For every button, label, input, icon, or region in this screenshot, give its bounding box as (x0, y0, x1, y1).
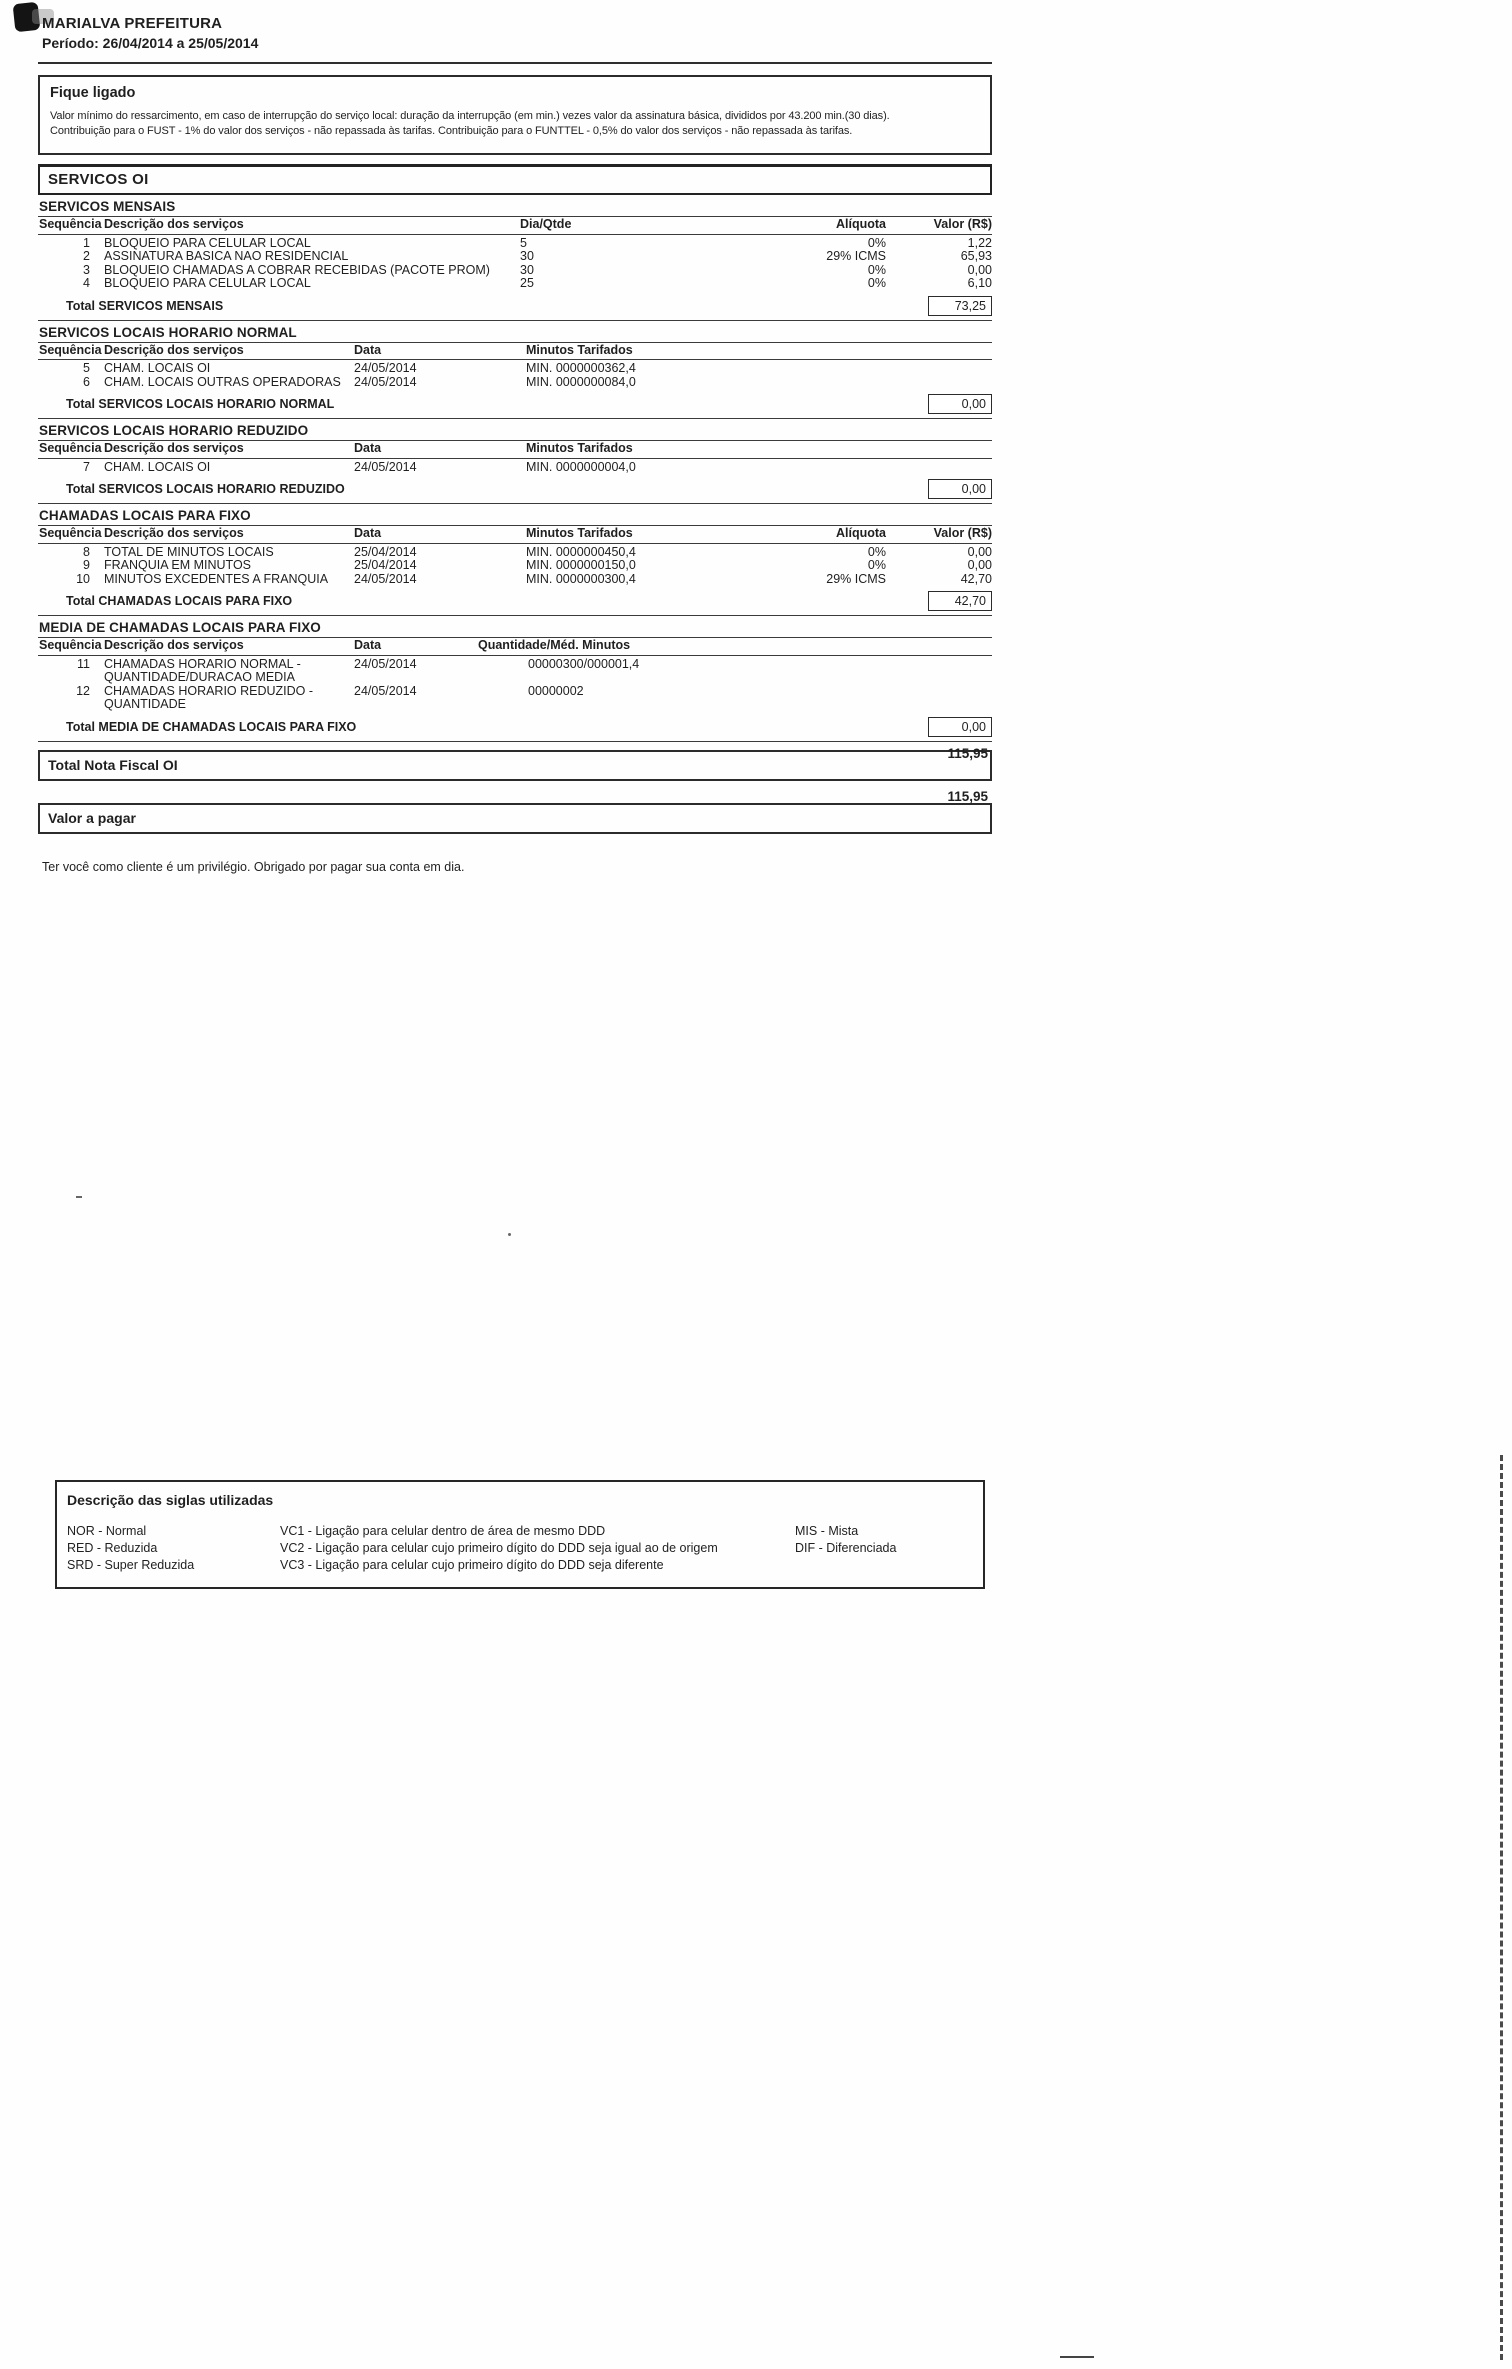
total-label: Total MEDIA DE CHAMADAS LOCAIS PARA FIXO (66, 719, 357, 734)
sigla-item: DIF - Diferenciada (795, 1541, 897, 1555)
cell-aliquota: 0% (867, 276, 886, 290)
cell-seq: 8 (83, 544, 90, 559)
column-header-aliquota: Alíquota (836, 217, 886, 231)
cell-desc (104, 685, 354, 712)
valor-a-pagar-value: 115,95 (947, 788, 988, 804)
table-row (38, 237, 992, 251)
cell-desc-line2: QUANTIDADE (104, 697, 186, 711)
total-value-box: 0,00 (928, 479, 992, 499)
cell-seq: 5 (83, 361, 90, 375)
total-row (38, 479, 992, 499)
section-title: MEDIA DE CHAMADAS LOCAIS PARA FIXO (39, 620, 321, 635)
cell-seq: 4 (83, 276, 90, 290)
column-header-descricao: Descrição dos serviços (104, 526, 244, 540)
cell-minutos: MIN. 0000000450,4 (526, 544, 636, 559)
cell-data: 24/05/2014 (354, 361, 417, 375)
column-header-minutos: Minutos Tarifados (526, 526, 633, 540)
table-row (38, 277, 992, 291)
cell-valor: 42,70 (960, 571, 992, 586)
table-row (38, 559, 992, 573)
sigla-item: VC3 - Ligação para celular cujo primeiro dígito do DDD seja diferente (280, 1558, 664, 1572)
total-label: Total SERVICOS LOCAIS HORARIO REDUZIDO (66, 482, 345, 496)
cell-data: 25/04/2014 (354, 544, 417, 559)
divider (38, 543, 992, 544)
notice-box (38, 75, 992, 155)
column-header-data: Data (354, 441, 382, 455)
cell-data: 24/05/2014 (354, 683, 417, 698)
section-media-fixo (38, 616, 992, 742)
scan-artifact-speck (76, 1196, 82, 1198)
sigla-item: SRD - Super Reduzida (67, 1558, 195, 1572)
sigla-item: VC1 - Ligação para celular dentro de área de mesmo DDD (280, 1524, 606, 1538)
total-label: Total CHAMADAS LOCAIS PARA FIXO (66, 594, 293, 608)
total-row (38, 717, 992, 737)
total-row (38, 296, 992, 316)
divider (38, 655, 992, 656)
cell-minutos: MIN. 0000000362,4 (526, 361, 636, 375)
cell-desc: CHAM. LOCAIS OI (104, 459, 211, 474)
sigla-item: NOR - Normal (67, 1524, 147, 1538)
column-header-data: Data (354, 342, 382, 357)
column-header-valor: Valor (R$) (933, 217, 992, 231)
divider (38, 359, 992, 360)
cell-qtde: 30 (520, 249, 534, 263)
cell-desc: CHAM. LOCAIS OI (104, 361, 211, 375)
column-header-aliquota: Alíquota (836, 526, 886, 540)
cell-valor: 0,00 (967, 262, 992, 277)
column-header-minutos: Minutos Tarifados (526, 441, 633, 455)
divider (38, 741, 992, 742)
scan-artifact-speck (508, 1233, 511, 1236)
table-header-row (38, 638, 992, 654)
column-header-descricao: Descrição dos serviços (104, 342, 244, 357)
cell-seq: 7 (83, 459, 90, 474)
table-row (38, 658, 992, 685)
column-header-quantidade: Quantidade/Méd. Minutos (478, 638, 631, 652)
cell-desc: TOTAL DE MINUTOS LOCAIS (104, 544, 274, 559)
table-row (38, 250, 992, 264)
valor-a-pagar-label: Valor a pagar (48, 809, 136, 826)
cell-aliquota: 0% (867, 262, 886, 277)
cell-data: 24/05/2014 (354, 656, 417, 671)
cell-aliquota: 0% (867, 235, 886, 250)
cell-valor: 1,22 (967, 235, 992, 250)
total-row (38, 394, 992, 414)
cell-aliquota: 29% ICMS (826, 571, 886, 586)
table-row (38, 376, 992, 390)
section-locais-normal (38, 321, 992, 420)
total-value-box: 0,00 (928, 717, 992, 737)
cell-data: 24/05/2014 (354, 571, 417, 586)
notice-line-1: Valor mínimo do ressarcimento, em caso de interrupção do serviço local: duração da interrupção (em min.) vezes valor da assinatura básica, divididos por 43.200 min.(30 dias). (50, 110, 890, 122)
bill-header (38, 15, 992, 51)
column-header-sequencia: Sequência (39, 441, 102, 455)
siglas-columns (67, 1524, 973, 1575)
cell-minutos: MIN. 0000000084,0 (526, 374, 636, 389)
cell-valor: 65,93 (960, 249, 992, 263)
column-header-valor: Valor (R$) (933, 526, 992, 540)
cell-aliquota: 29% ICMS (826, 249, 886, 263)
total-nota-fiscal-label: Total Nota Fiscal OI (48, 756, 178, 773)
column-header-data: Data (354, 526, 382, 540)
cell-aliquota: 0% (867, 558, 886, 572)
cell-desc: BLOQUEIO PARA CELULAR LOCAL (104, 235, 311, 250)
cell-desc (104, 658, 354, 685)
cell-seq: 3 (83, 262, 90, 277)
cell-valor: 6,10 (967, 276, 992, 290)
section-title: SERVICOS LOCAIS HORARIO NORMAL (39, 324, 297, 340)
divider (38, 234, 992, 235)
cell-aliquota: 0% (867, 544, 886, 559)
cell-seq: 10 (76, 571, 90, 586)
column-header-minutos: Minutos Tarifados (526, 342, 633, 357)
cell-desc: BLOQUEIO CHAMADAS A COBRAR RECEBIDAS (PACOTE PROM) (104, 262, 490, 277)
divider (38, 458, 992, 459)
cell-qtde: 30 (520, 262, 534, 277)
table-header-row (38, 526, 992, 542)
column-header-sequencia: Sequência (39, 342, 102, 357)
section-servicos-mensais (38, 195, 992, 321)
table-row (38, 461, 992, 475)
table-header-row (38, 217, 992, 233)
total-label: Total SERVICOS MENSAIS (66, 298, 224, 313)
siglas-box (55, 1480, 985, 1589)
table-row (38, 573, 992, 587)
cell-desc: BLOQUEIO PARA CELULAR LOCAL (104, 276, 311, 290)
scan-artifact-speck (1060, 2356, 1094, 2358)
cell-quantidade: 00000300/000001,4 (528, 656, 640, 671)
column-header-descricao: Descrição dos serviços (104, 217, 244, 231)
table-header-row (38, 343, 992, 359)
cell-valor: 0,00 (967, 544, 992, 559)
section-title: SERVICOS LOCAIS HORARIO REDUZIDO (39, 423, 309, 438)
cell-data: 25/04/2014 (354, 558, 417, 572)
sigla-item: RED - Reduzida (67, 1541, 158, 1555)
cell-quantidade: 00000002 (528, 683, 584, 698)
total-label: Total SERVICOS LOCAIS HORARIO NORMAL (66, 397, 335, 411)
billing-period: Período: 26/04/2014 a 25/05/2014 (42, 35, 259, 51)
cell-minutos: MIN. 0000000004,0 (526, 459, 636, 474)
sigla-item: VC2 - Ligação para celular cujo primeiro dígito do DDD seja igual ao de origem (280, 1541, 718, 1555)
notice-line-2: Contribuição para o FUST - 1% do valor dos serviços - não repassada às tarifas. Contribuição para o FUNTTEL - 0,5% do valor dos serviços - não repassada às tarifas. (50, 125, 853, 137)
cell-data: 24/05/2014 (354, 374, 417, 389)
total-value-box: 73,25 (928, 296, 992, 316)
cell-desc: ASSINATURA BASICA NAO RESIDENCIAL (104, 249, 349, 263)
table-header-row (38, 441, 992, 457)
total-value-box: 0,00 (928, 394, 992, 414)
notice-title: Fique ligado (50, 85, 136, 101)
section-locais-reduzido (38, 419, 992, 504)
cell-minutos: MIN. 0000000150,0 (526, 558, 636, 572)
column-header-descricao: Descrição dos serviços (104, 638, 244, 652)
cell-qtde: 25 (520, 276, 534, 290)
services-oi-title: SERVICOS OI (48, 171, 149, 188)
section-title: CHAMADAS LOCAIS PARA FIXO (39, 508, 251, 523)
siglas-column-2 (280, 1524, 795, 1575)
cell-desc: FRANQUIA EM MINUTOS (104, 558, 252, 572)
section-chamadas-fixo (38, 504, 992, 616)
cell-desc-line1: CHAMADAS HORARIO NORMAL - (104, 656, 301, 671)
scan-artifact-edge-dashes (1500, 1455, 1503, 2360)
total-value-box: 42,70 (928, 591, 992, 611)
cell-qtde: 5 (520, 235, 527, 250)
cell-seq: 1 (83, 235, 90, 250)
column-header-dia-qtde: Dia/Qtde (520, 217, 572, 231)
cell-desc: MINUTOS EXCEDENTES A FRANQUIA (104, 571, 329, 586)
services-oi-box (38, 164, 992, 195)
cell-desc-line2: QUANTIDADE/DURACAO MEDIA (104, 670, 295, 684)
cell-desc-line1: CHAMADAS HORARIO REDUZIDO - (104, 683, 314, 698)
table-row (38, 685, 992, 712)
sigla-item: MIS - Mista (795, 1524, 859, 1538)
section-title: SERVICOS MENSAIS (39, 199, 176, 214)
siglas-column-1 (67, 1524, 280, 1575)
header-divider (38, 62, 992, 64)
table-row (38, 546, 992, 560)
cell-seq: 11 (77, 656, 90, 671)
table-row (38, 362, 992, 376)
column-header-descricao: Descrição dos serviços (104, 441, 244, 455)
cell-seq: 2 (83, 249, 90, 263)
valor-a-pagar-box (38, 788, 992, 834)
cell-seq: 12 (76, 683, 90, 698)
siglas-title: Descrição das siglas utilizadas (67, 1492, 274, 1508)
company-name: MARIALVA PREFEITURA (42, 15, 223, 32)
cell-seq: 9 (83, 558, 90, 572)
total-nota-fiscal-box (38, 745, 992, 781)
total-row (38, 591, 992, 611)
cell-desc: CHAM. LOCAIS OUTRAS OPERADORAS (104, 374, 341, 389)
column-header-sequencia: Sequência (39, 638, 102, 652)
footer-message: Ter você como cliente é um privilégio. Obrigado por pagar sua conta em dia. (42, 859, 465, 874)
column-header-sequencia: Sequência (39, 217, 102, 231)
total-nota-fiscal-value: 115,95 (947, 745, 988, 761)
cell-valor: 0,00 (967, 558, 992, 572)
siglas-column-3 (795, 1524, 973, 1575)
bill-content (38, 0, 992, 874)
cell-seq: 6 (83, 374, 90, 389)
table-row (38, 264, 992, 278)
cell-data: 24/05/2014 (354, 459, 417, 474)
column-header-sequencia: Sequência (39, 526, 102, 540)
cell-minutos: MIN. 0000000300,4 (526, 571, 636, 586)
column-header-data: Data (354, 638, 382, 652)
